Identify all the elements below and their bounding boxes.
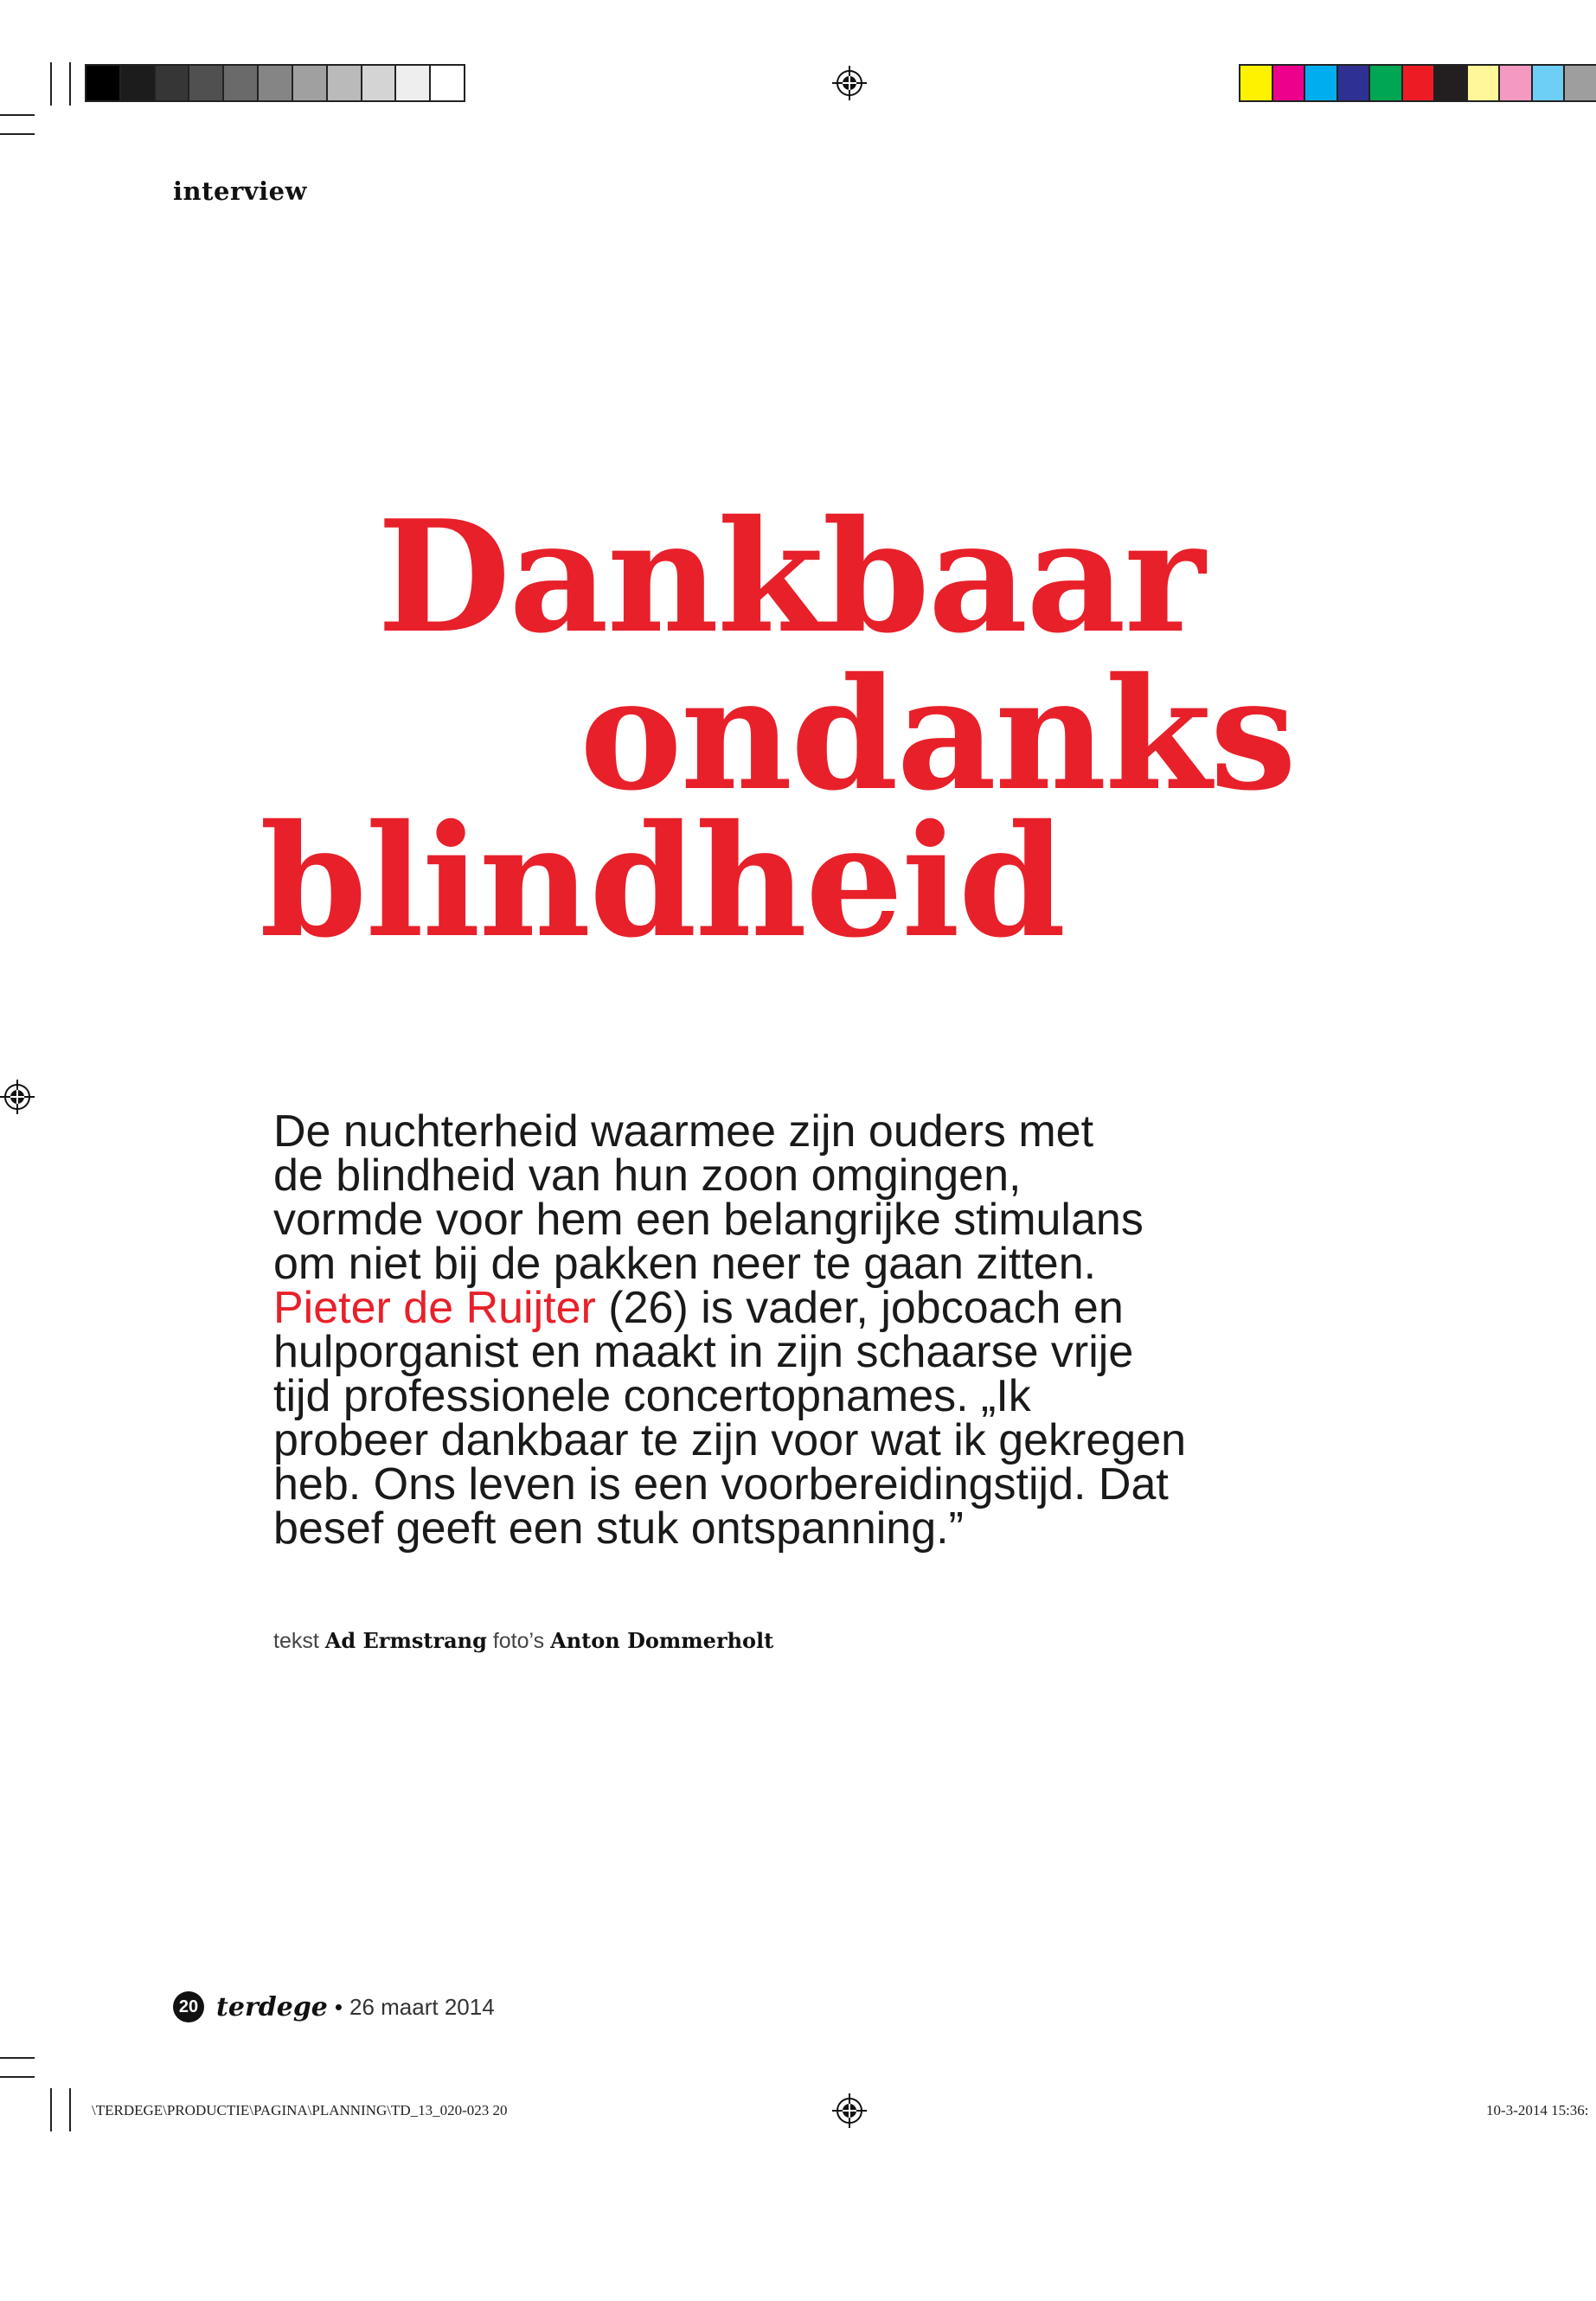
- color-swatch: [361, 66, 395, 100]
- color-swatch: [257, 66, 292, 100]
- intro-line: vormde voor hem een belangrijke stimulans: [273, 1195, 1144, 1245]
- crop-mark: [69, 2088, 71, 2131]
- intro-line: hulporganist en maakt in zijn schaarse vrije: [273, 1327, 1134, 1377]
- color-swatch: [188, 66, 222, 100]
- color-swatch: [1368, 66, 1401, 100]
- color-swatch: [1272, 66, 1304, 100]
- intro-line: de blindheid van hun zoon omgingen,: [273, 1150, 1022, 1201]
- crop-mark: [0, 2057, 35, 2059]
- headline-line-3: blindheid: [260, 791, 1065, 971]
- print-slug-path: \TERDEGE\PRODUCTIE\PAGINA\PLANNING\TD_13_020-023 20: [92, 2102, 508, 2118]
- color-swatch: [326, 66, 361, 100]
- color-swatch: [1433, 66, 1466, 100]
- headline-line-2: ondanks: [580, 644, 1295, 824]
- color-swatch: [1240, 66, 1272, 100]
- grayscale-calibration-bar: [85, 64, 465, 102]
- photo-credit-label: foto’s: [492, 1629, 545, 1653]
- intro-line: besef geeft een stuk ontspanning.”: [273, 1503, 964, 1554]
- crop-mark: [0, 114, 35, 116]
- photographer-name: Anton Dommerholt: [550, 1628, 774, 1653]
- crop-mark: [50, 62, 52, 106]
- color-swatch: [1401, 66, 1434, 100]
- author-name: Ad Ermstrang: [324, 1628, 487, 1653]
- interviewee-name: Pieter de Ruijter: [273, 1283, 596, 1333]
- intro-line: om niet bij de pakken neer te gaan zitten.: [273, 1239, 1097, 1289]
- registration-mark-icon: [0, 1080, 35, 1114]
- registration-mark-icon: [832, 66, 867, 100]
- intro-line: tijd professionele concertopnames. „Ik: [273, 1371, 1031, 1421]
- issue-date: 26 maart 2014: [349, 1993, 495, 2020]
- color-swatch: [394, 66, 429, 100]
- credits: [273, 1628, 773, 1654]
- intro-line: heb. Ons leven is een voorbereidingstijd. Dat: [273, 1459, 1169, 1509]
- section-label: interview: [173, 176, 308, 206]
- text-credit-label: tekst: [273, 1629, 319, 1653]
- crop-mark: [0, 2076, 35, 2078]
- color-swatch: [1336, 66, 1369, 100]
- intro-line: probeer dankbaar te zijn voor wat ik gekregen: [273, 1415, 1187, 1465]
- color-swatch: [1304, 66, 1336, 100]
- page-number: 20: [173, 1991, 204, 2022]
- intro-line-rest: (26) is vader, jobcoach en: [595, 1283, 1124, 1333]
- color-swatch: [87, 66, 119, 100]
- color-swatch: [119, 66, 154, 100]
- color-swatch: [154, 66, 189, 100]
- brand-logo: terdege: [216, 1991, 328, 2022]
- intro-line: [273, 1283, 1337, 1333]
- color-swatch: [1466, 66, 1499, 100]
- color-swatch: [292, 66, 326, 100]
- headline-line-1: Dankbaar: [377, 486, 1204, 667]
- crop-mark: [0, 133, 35, 135]
- intro-line: De nuchterheid waarmee zijn ouders met: [273, 1106, 1094, 1157]
- intro-paragraph: [273, 1106, 1337, 1554]
- color-swatch: [429, 66, 464, 100]
- color-swatch: [1563, 66, 1596, 100]
- color-swatch: [1498, 66, 1531, 100]
- crop-mark: [50, 2088, 52, 2131]
- registration-mark-icon: [832, 2093, 867, 2128]
- bullet-separator: •: [334, 1993, 343, 2020]
- color-calibration-bar: [1239, 64, 1596, 102]
- crop-mark: [69, 62, 71, 106]
- page-footer: [173, 1991, 495, 2022]
- color-swatch: [1531, 66, 1564, 100]
- print-slug-timestamp: 10-3-2014 15:36:: [1486, 2102, 1589, 2118]
- color-swatch: [222, 66, 257, 100]
